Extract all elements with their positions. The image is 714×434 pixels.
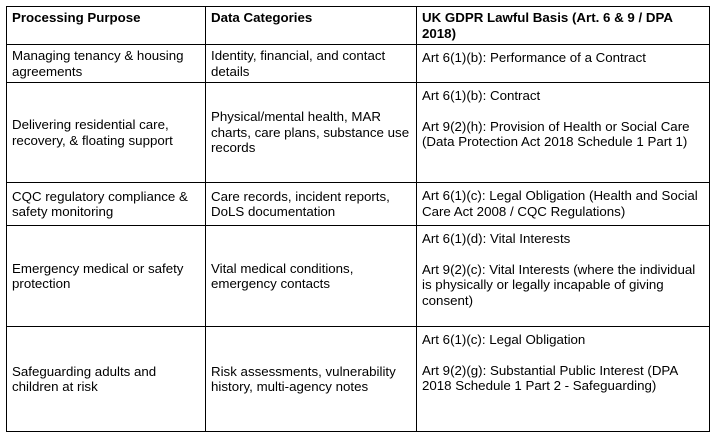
lawful-basis-cell xyxy=(417,83,710,183)
purpose-cell: CQC regulatory compliance & safety monitoring xyxy=(7,183,206,226)
table-row xyxy=(7,183,710,226)
categories-cell: Identity, financial, and contact details xyxy=(206,45,417,83)
basis-line: Art 6(1)(b): Performance of a Contract xyxy=(422,50,646,65)
basis-line: Art 6(1)(b): Contract xyxy=(422,88,541,103)
basis-line: Art 6(1)(c): Legal Obligation xyxy=(422,332,586,347)
purpose-cell: Managing tenancy & housing agreements xyxy=(7,45,206,83)
purpose-cell: Emergency medical or safety protection xyxy=(7,226,206,327)
categories-cell: Care records, incident reports, DoLS documentation xyxy=(206,183,417,226)
table-header-row xyxy=(7,7,710,45)
lawful-basis-cell xyxy=(417,327,710,432)
basis-line: Art 9(2)(c): Vital Interests (where the individual is physically or legally incapable of giving consent) xyxy=(422,261,696,308)
basis-line: Art 9(2)(h): Provision of Health or Social Care (Data Protection Act 2018 Schedule 1 Part 1) xyxy=(422,118,690,149)
table-row xyxy=(7,45,710,83)
table-row xyxy=(7,83,710,183)
lawful-basis-cell xyxy=(417,45,710,83)
header-lawful-basis: UK GDPR Lawful Basis (Art. 6 & 9 / DPA 2018) xyxy=(417,7,710,45)
lawful-basis-cell xyxy=(417,183,710,226)
lawful-basis-cell xyxy=(417,226,710,327)
table-row xyxy=(7,327,710,432)
table-row xyxy=(7,226,710,327)
categories-cell: Physical/mental health, MAR charts, care plans, substance use records xyxy=(206,83,417,183)
categories-cell: Vital medical conditions, emergency contacts xyxy=(206,226,417,327)
categories-cell: Risk assessments, vulnerability history, multi-agency notes xyxy=(206,327,417,432)
basis-line: Art 6(1)(d): Vital Interests xyxy=(422,231,571,246)
purpose-cell: Delivering residential care, recovery, & floating support xyxy=(7,83,206,183)
basis-line: Art 9(2)(g): Substantial Public Interest (DPA 2018 Schedule 1 Part 2 - Safeguarding) xyxy=(422,362,678,393)
lawful-basis-table xyxy=(6,6,710,432)
basis-line: Art 6(1)(c): Legal Obligation (Health and Social Care Act 2008 / CQC Regulations) xyxy=(422,188,698,219)
header-data-categories: Data Categories xyxy=(206,7,417,45)
purpose-cell: Safeguarding adults and children at risk xyxy=(7,327,206,432)
header-processing-purpose: Processing Purpose xyxy=(7,7,206,45)
